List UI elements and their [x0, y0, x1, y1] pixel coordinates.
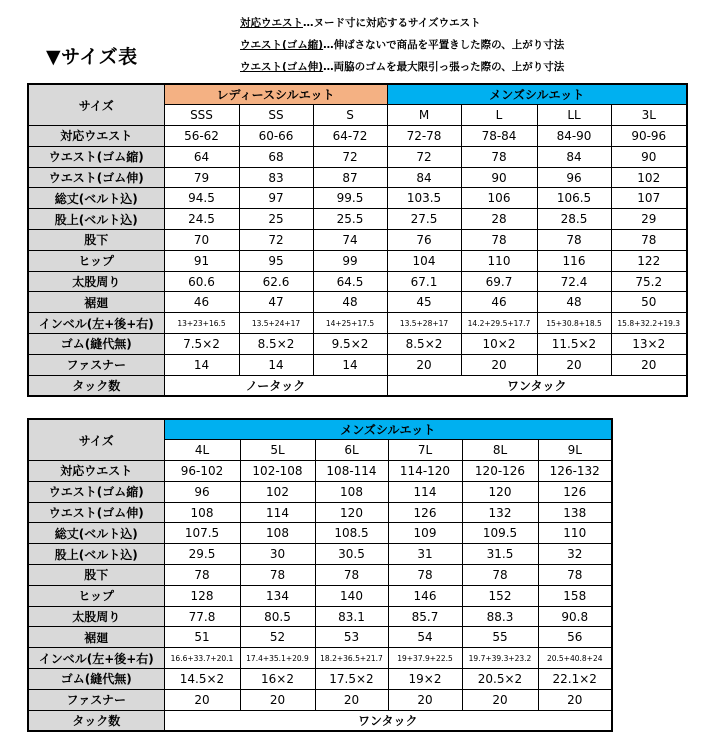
- value-cell: 31: [388, 544, 462, 565]
- value-cell: 72-78: [387, 126, 461, 147]
- value-cell: 104: [387, 250, 461, 271]
- note-desc: …ヌード寸に対応するサイズウエスト: [303, 17, 481, 29]
- size-cell: L: [461, 105, 537, 126]
- value-cell: 106: [461, 188, 537, 209]
- value-cell: 60-66: [239, 126, 313, 147]
- value-cell: 8.5×2: [239, 334, 313, 355]
- row-label: 股上(ベルト込): [28, 544, 164, 565]
- value-cell: 48: [313, 292, 387, 313]
- value-cell: 51: [164, 627, 240, 648]
- value-cell: 85.7: [388, 606, 462, 627]
- value-cell: 20: [537, 354, 611, 375]
- size-header-label: サイズ: [28, 84, 164, 126]
- size-table-1: [27, 83, 688, 397]
- table-row: [28, 250, 687, 271]
- size-cell: LL: [537, 105, 611, 126]
- table-row: [28, 502, 612, 523]
- value-cell: 31.5: [462, 544, 538, 565]
- tuck-label: タック数: [28, 375, 164, 396]
- value-cell: 78-84: [461, 126, 537, 147]
- row-label: 裾廻: [28, 627, 164, 648]
- row-label: ウエスト(ゴム縮): [28, 146, 164, 167]
- value-cell: 108: [315, 481, 388, 502]
- value-cell: 116: [537, 250, 611, 271]
- value-cell: 56-62: [164, 126, 239, 147]
- value-cell: 87: [313, 167, 387, 188]
- value-cell: 25.5: [313, 209, 387, 230]
- mens-silhouette-header: メンズシルエット: [164, 419, 612, 440]
- value-cell: 46: [461, 292, 537, 313]
- value-cell: 52: [240, 627, 315, 648]
- tuck-mens-value: ワンタック: [387, 375, 687, 396]
- row-label: 総丈(ベルト込): [28, 188, 164, 209]
- value-cell: 88.3: [462, 606, 538, 627]
- value-cell: 20: [461, 354, 537, 375]
- row-label: インベル(左+後+右): [28, 648, 164, 669]
- value-cell: 60.6: [164, 271, 239, 292]
- value-cell: 96-102: [164, 461, 240, 482]
- value-cell: 70: [164, 230, 239, 251]
- value-cell: 109: [388, 523, 462, 544]
- value-cell: 97: [239, 188, 313, 209]
- note-1: [240, 12, 564, 34]
- table-row: [28, 146, 687, 167]
- row-label: ファスナー: [28, 354, 164, 375]
- value-cell: 138: [538, 502, 612, 523]
- value-cell: 102: [240, 481, 315, 502]
- value-cell: 99: [313, 250, 387, 271]
- tuck-mens-value: ワンタック: [164, 710, 612, 731]
- value-cell: 20: [611, 354, 687, 375]
- value-cell: 78: [462, 565, 538, 586]
- value-cell: 91: [164, 250, 239, 271]
- size-cell: S: [313, 105, 387, 126]
- size-cell: M: [387, 105, 461, 126]
- value-cell: 20.5+40.8+24: [538, 648, 612, 669]
- row-label: ゴム(縫代無): [28, 669, 164, 690]
- value-cell: 9.5×2: [313, 334, 387, 355]
- value-cell: 19.7+39.3+23.2: [462, 648, 538, 669]
- value-cell: 18.2+36.5+21.7: [315, 648, 388, 669]
- value-cell: 78: [315, 565, 388, 586]
- value-cell: 158: [538, 585, 612, 606]
- value-cell: 95: [239, 250, 313, 271]
- table-row: [28, 167, 687, 188]
- value-cell: 120: [315, 502, 388, 523]
- value-cell: 16×2: [240, 669, 315, 690]
- value-cell: 109.5: [462, 523, 538, 544]
- size-cell: 5L: [240, 440, 315, 461]
- value-cell: 14: [164, 354, 239, 375]
- value-cell: 132: [462, 502, 538, 523]
- value-cell: 17.4+35.1+20.9: [240, 648, 315, 669]
- value-cell: 27.5: [387, 209, 461, 230]
- value-cell: 114-120: [388, 461, 462, 482]
- value-cell: 20: [462, 689, 538, 710]
- value-cell: 78: [164, 565, 240, 586]
- value-cell: 14: [313, 354, 387, 375]
- value-cell: 78: [461, 230, 537, 251]
- value-cell: 90.8: [538, 606, 612, 627]
- value-cell: 14: [239, 354, 313, 375]
- value-cell: 20: [538, 689, 612, 710]
- value-cell: 47: [239, 292, 313, 313]
- value-cell: 13+23+16.5: [164, 313, 239, 334]
- value-cell: 140: [315, 585, 388, 606]
- value-cell: 15.8+32.2+19.3: [611, 313, 687, 334]
- value-cell: 122: [611, 250, 687, 271]
- value-cell: 67.1: [387, 271, 461, 292]
- value-cell: 29.5: [164, 544, 240, 565]
- row-label: ウエスト(ゴム縮): [28, 481, 164, 502]
- value-cell: 68: [239, 146, 313, 167]
- value-cell: 20: [164, 689, 240, 710]
- table-row: [28, 271, 687, 292]
- row-label: ウエスト(ゴム伸): [28, 502, 164, 523]
- size-cell: 7L: [388, 440, 462, 461]
- value-cell: 20: [387, 354, 461, 375]
- value-cell: 14+25+17.5: [313, 313, 387, 334]
- value-cell: 10×2: [461, 334, 537, 355]
- value-cell: 110: [461, 250, 537, 271]
- value-cell: 114: [240, 502, 315, 523]
- value-cell: 64.5: [313, 271, 387, 292]
- value-cell: 107: [611, 188, 687, 209]
- note-desc: …両脇のゴムを最大限引っ張った際の、上がり寸法: [323, 61, 565, 73]
- page-title: ▼サイズ表: [46, 46, 138, 68]
- value-cell: 62.6: [239, 271, 313, 292]
- value-cell: 90: [611, 146, 687, 167]
- value-cell: 55: [462, 627, 538, 648]
- value-cell: 96: [164, 481, 240, 502]
- size-cell: 9L: [538, 440, 612, 461]
- value-cell: 120: [462, 481, 538, 502]
- row-label: 股下: [28, 230, 164, 251]
- row-label: インベル(左+後+右): [28, 313, 164, 334]
- value-cell: 108.5: [315, 523, 388, 544]
- value-cell: 11.5×2: [537, 334, 611, 355]
- value-cell: 50: [611, 292, 687, 313]
- value-cell: 108: [164, 502, 240, 523]
- value-cell: 94.5: [164, 188, 239, 209]
- size-table-2: [27, 418, 613, 732]
- note-term: ウエスト(ゴム伸): [240, 61, 324, 73]
- note-desc: …伸ばさないで商品を平置きした際の、上がり寸法: [323, 39, 565, 51]
- note-3: [240, 56, 564, 78]
- value-cell: 14.5×2: [164, 669, 240, 690]
- tuck-row: [28, 375, 687, 396]
- table-row: [28, 461, 612, 482]
- size-cell: 6L: [315, 440, 388, 461]
- size-cell: 3L: [611, 105, 687, 126]
- value-cell: 30.5: [315, 544, 388, 565]
- value-cell: 14.2+29.5+17.7: [461, 313, 537, 334]
- value-cell: 110: [538, 523, 612, 544]
- row-label: 太股周り: [28, 271, 164, 292]
- value-cell: 75.2: [611, 271, 687, 292]
- value-cell: 15+30.8+18.5: [537, 313, 611, 334]
- value-cell: 13.5+28+17: [387, 313, 461, 334]
- value-cell: 22.1×2: [538, 669, 612, 690]
- value-cell: 103.5: [387, 188, 461, 209]
- value-cell: 77.8: [164, 606, 240, 627]
- value-cell: 72: [387, 146, 461, 167]
- row-label: ウエスト(ゴム伸): [28, 167, 164, 188]
- value-cell: 102: [611, 167, 687, 188]
- row-label: 総丈(ベルト込): [28, 523, 164, 544]
- row-label: 対応ウエスト: [28, 461, 164, 482]
- value-cell: 78: [461, 146, 537, 167]
- value-cell: 28.5: [537, 209, 611, 230]
- value-cell: 19×2: [388, 669, 462, 690]
- value-cell: 128: [164, 585, 240, 606]
- value-cell: 20.5×2: [462, 669, 538, 690]
- value-cell: 25: [239, 209, 313, 230]
- table-row: [28, 585, 612, 606]
- value-cell: 90: [461, 167, 537, 188]
- value-cell: 96: [537, 167, 611, 188]
- row-label: 太股周り: [28, 606, 164, 627]
- value-cell: 80.5: [240, 606, 315, 627]
- tuck-row: [28, 710, 612, 731]
- value-cell: 72.4: [537, 271, 611, 292]
- tuck-label: タック数: [28, 710, 164, 731]
- table-row: [28, 606, 612, 627]
- mens-silhouette-header: メンズシルエット: [387, 84, 687, 105]
- value-cell: 78: [611, 230, 687, 251]
- value-cell: 20: [388, 689, 462, 710]
- value-cell: 13×2: [611, 334, 687, 355]
- value-cell: 114: [388, 481, 462, 502]
- value-cell: 78: [537, 230, 611, 251]
- table-row: [28, 544, 612, 565]
- size-header-label: サイズ: [28, 419, 164, 461]
- table-row: [28, 230, 687, 251]
- value-cell: 152: [462, 585, 538, 606]
- value-cell: 76: [387, 230, 461, 251]
- value-cell: 78: [240, 565, 315, 586]
- table-row: [28, 627, 612, 648]
- value-cell: 120-126: [462, 461, 538, 482]
- table-row: [28, 313, 687, 334]
- value-cell: 146: [388, 585, 462, 606]
- value-cell: 74: [313, 230, 387, 251]
- row-label: 股上(ベルト込): [28, 209, 164, 230]
- value-cell: 20: [315, 689, 388, 710]
- value-cell: 84: [387, 167, 461, 188]
- table-row: [28, 523, 612, 544]
- table-row: [28, 481, 612, 502]
- value-cell: 64: [164, 146, 239, 167]
- value-cell: 32: [538, 544, 612, 565]
- row-label: 対応ウエスト: [28, 126, 164, 147]
- value-cell: 90-96: [611, 126, 687, 147]
- value-cell: 106.5: [537, 188, 611, 209]
- value-cell: 134: [240, 585, 315, 606]
- value-cell: 13.5+24+17: [239, 313, 313, 334]
- table-row: [28, 689, 612, 710]
- row-label: ヒップ: [28, 250, 164, 271]
- value-cell: 78: [538, 565, 612, 586]
- value-cell: 108: [240, 523, 315, 544]
- value-cell: 83.1: [315, 606, 388, 627]
- value-cell: 54: [388, 627, 462, 648]
- tuck-ladies-value: ノータック: [164, 375, 387, 396]
- row-label: 裾廻: [28, 292, 164, 313]
- size-cell: 4L: [164, 440, 240, 461]
- value-cell: 30: [240, 544, 315, 565]
- table-row: [28, 188, 687, 209]
- value-cell: 53: [315, 627, 388, 648]
- notes: [240, 12, 564, 78]
- ladies-silhouette-header: レディースシルエット: [164, 84, 387, 105]
- table-row: [28, 648, 612, 669]
- value-cell: 16.6+33.7+20.1: [164, 648, 240, 669]
- row-label: ゴム(縫代無): [28, 334, 164, 355]
- table-header-row: [28, 419, 612, 440]
- value-cell: 126: [388, 502, 462, 523]
- value-cell: 84-90: [537, 126, 611, 147]
- value-cell: 28: [461, 209, 537, 230]
- value-cell: 17.5×2: [315, 669, 388, 690]
- size-cell: SSS: [164, 105, 239, 126]
- table-row: [28, 209, 687, 230]
- table-row: [28, 565, 612, 586]
- value-cell: 102-108: [240, 461, 315, 482]
- value-cell: 48: [537, 292, 611, 313]
- value-cell: 72: [313, 146, 387, 167]
- table-row: [28, 354, 687, 375]
- value-cell: 19+37.9+22.5: [388, 648, 462, 669]
- value-cell: 7.5×2: [164, 334, 239, 355]
- value-cell: 24.5: [164, 209, 239, 230]
- value-cell: 84: [537, 146, 611, 167]
- table-header-row: [28, 84, 687, 105]
- value-cell: 20: [240, 689, 315, 710]
- table-row: [28, 292, 687, 313]
- value-cell: 69.7: [461, 271, 537, 292]
- value-cell: 108-114: [315, 461, 388, 482]
- size-cell: 8L: [462, 440, 538, 461]
- value-cell: 8.5×2: [387, 334, 461, 355]
- value-cell: 72: [239, 230, 313, 251]
- table-row: [28, 126, 687, 147]
- value-cell: 83: [239, 167, 313, 188]
- value-cell: 45: [387, 292, 461, 313]
- value-cell: 99.5: [313, 188, 387, 209]
- value-cell: 29: [611, 209, 687, 230]
- value-cell: 107.5: [164, 523, 240, 544]
- size-cell: SS: [239, 105, 313, 126]
- value-cell: 78: [388, 565, 462, 586]
- value-cell: 126: [538, 481, 612, 502]
- row-label: ヒップ: [28, 585, 164, 606]
- value-cell: 126-132: [538, 461, 612, 482]
- note-term: ウエスト(ゴム縮): [240, 39, 324, 51]
- note-term: 対応ウエスト: [240, 17, 303, 29]
- table-row: [28, 669, 612, 690]
- value-cell: 56: [538, 627, 612, 648]
- value-cell: 64-72: [313, 126, 387, 147]
- row-label: ファスナー: [28, 689, 164, 710]
- value-cell: 79: [164, 167, 239, 188]
- row-label: 股下: [28, 565, 164, 586]
- table-row: [28, 334, 687, 355]
- value-cell: 46: [164, 292, 239, 313]
- note-2: [240, 34, 564, 56]
